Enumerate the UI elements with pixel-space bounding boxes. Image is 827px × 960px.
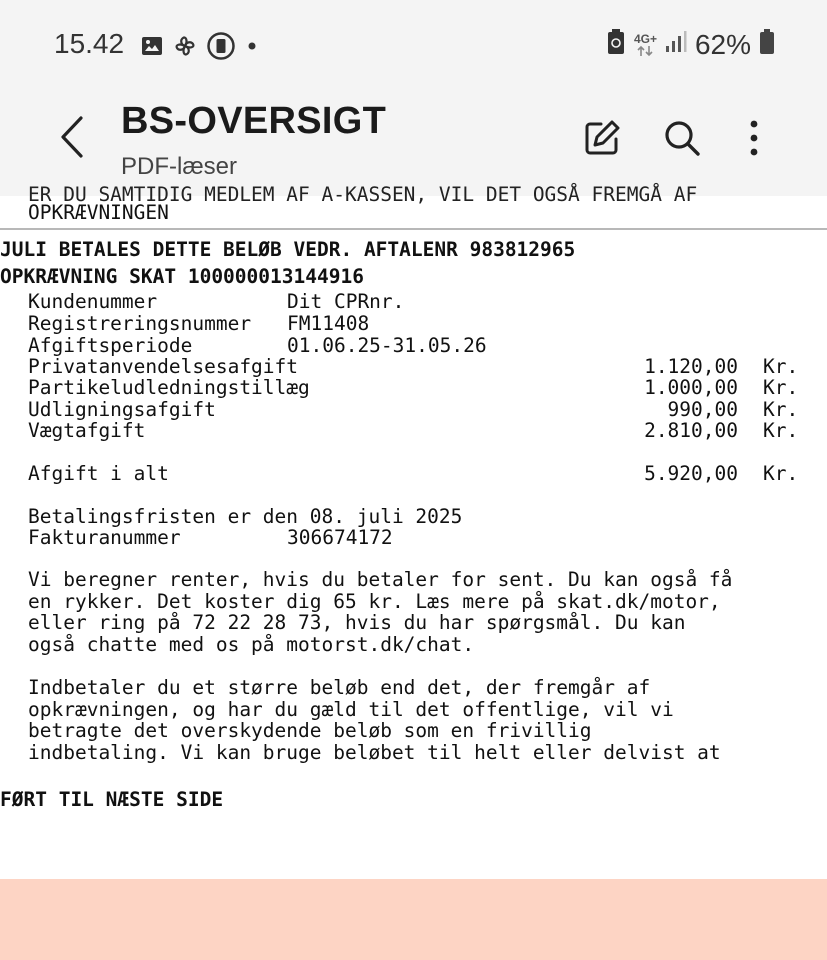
info-value: Dit CPRnr. [287, 290, 405, 313]
more-options-button[interactable] [732, 118, 776, 162]
pdf-page[interactable] [0, 183, 827, 879]
paragraph-line: Indbetaler du et større beløb end det, der fremgår af [28, 676, 651, 699]
continued-note: FØRT TIL NÆSTE SIDE [0, 788, 224, 811]
data-arrows-icon [634, 33, 657, 57]
invoice-label: Fakturanummer [28, 526, 181, 549]
fee-label: Partikeludledningstillæg [28, 376, 310, 399]
network-type: 4G+ [633, 31, 657, 46]
page-subtitle: PDF-læser [121, 153, 238, 180]
fee-unit: Kr. [763, 419, 799, 442]
info-value: FM11408 [287, 312, 370, 335]
page-title: BS-OVERSIGT [121, 100, 387, 142]
fee-unit: Kr. [763, 398, 799, 421]
fee-label: Vægtafgift [28, 419, 146, 442]
fee-amount: 1.000,00 [644, 376, 738, 399]
fee-amount: 990,00 [667, 398, 738, 421]
info-value: 01.06.25-31.05.26 [287, 334, 487, 357]
signal-icon [665, 30, 687, 59]
gallery-icon [140, 34, 164, 63]
fee-amount: 2.810,00 [644, 419, 738, 442]
paragraph-line: Vi beregner renter, hvis du betaler for sent. Du kan også få [28, 568, 733, 591]
app-icon [206, 31, 236, 66]
invoice-number: 306674172 [287, 526, 393, 549]
status-icons-right [606, 28, 775, 61]
fee-label: Privatanvendelsesafgift [28, 355, 299, 378]
info-label: Kundenummer [28, 290, 158, 313]
edit-icon [582, 118, 622, 163]
paragraph-line: eller ring på 72 22 28 73, hvis du har spørgsmål. Du kan [28, 611, 686, 634]
paragraph-line: en rykker. Det koster dig 65 kr. Læs mere på skat.dk/motor, [28, 590, 721, 613]
search-icon [662, 118, 702, 163]
status-icons-left [140, 31, 260, 66]
edit-button[interactable] [580, 118, 624, 162]
text-line: OPKRÆVNINGEN [28, 201, 169, 224]
heading-payment: JULI BETALES DETTE BELØB VEDR. AFTALENR 983812965 [0, 238, 576, 261]
paragraph-line: indbetaling. Vi kan bruge beløbet til helt eller delvist at [28, 741, 721, 764]
battery-icon [759, 28, 775, 61]
search-button[interactable] [660, 118, 704, 162]
fee-unit: Kr. [763, 376, 799, 399]
fee-label: Udligningsafgift [28, 398, 216, 421]
back-button[interactable] [52, 114, 92, 164]
status-bar [0, 0, 827, 90]
status-time: 15.42 [54, 28, 125, 59]
heading-collection: OPKRÆVNING SKAT 100000013144916 [0, 265, 364, 288]
fan-icon [172, 33, 198, 64]
battery-percent: 62% [694, 28, 751, 60]
total-label: Afgift i alt [28, 462, 169, 485]
paragraph-line: også chatte med os på motorst.dk/chat. [28, 633, 475, 656]
info-label: Registreringsnummer [28, 312, 252, 335]
paragraph-line: betragte det overskydende beløb som en frivillig [28, 719, 592, 742]
divider [0, 228, 827, 230]
recycle-battery-icon [606, 28, 626, 61]
fee-amount: 1.120,00 [644, 355, 738, 378]
paragraph-line: opkrævningen, og har du gæld til det offentlige, vil vi [28, 698, 674, 721]
total-unit: Kr. [763, 462, 799, 485]
more-icon [748, 118, 760, 163]
info-label: Afgiftsperiode [28, 334, 193, 357]
total-amount: 5.920,00 [644, 462, 738, 485]
cut-off-text: ER DU SAMTIDIG MEDLEM AF A-KASSEN, VIL DET OGSÅ FREMGÅ AF [28, 183, 698, 206]
page-separator [0, 879, 827, 960]
fee-unit: Kr. [763, 355, 799, 378]
app-bar [0, 90, 827, 196]
payment-deadline: Betalingsfristen er den 08. juli 2025 [28, 505, 463, 528]
dot-icon [244, 38, 260, 59]
chevron-left-icon [59, 115, 85, 164]
